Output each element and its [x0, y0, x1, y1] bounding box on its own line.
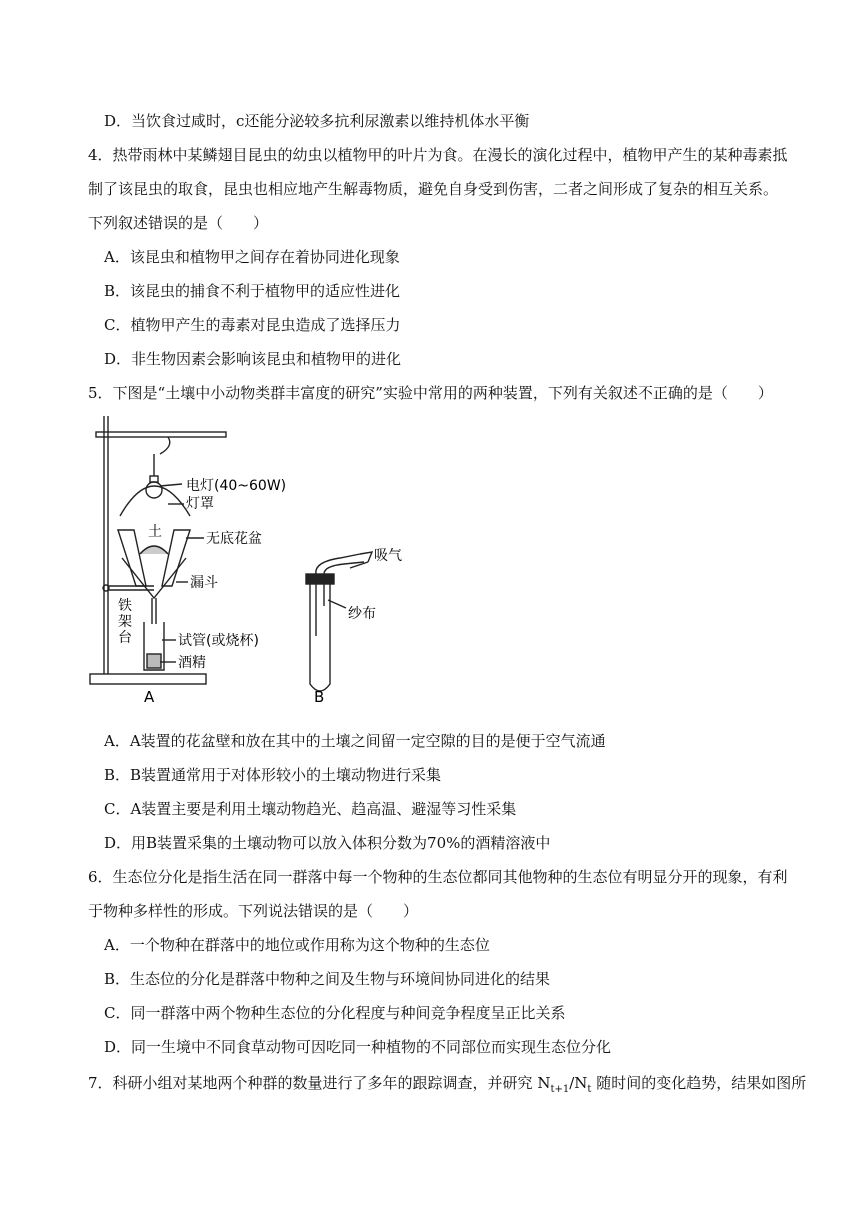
- q5-option-d: D．用B装置采集的土壤动物可以放入体积分数为70%的酒精溶液中: [104, 834, 551, 852]
- q4-option-b: B．该昆虫的捕食不利于植物甲的适应性进化: [104, 282, 401, 300]
- label-stand-2: 架: [118, 614, 132, 630]
- label-funnel: 漏斗: [190, 575, 218, 591]
- q4-option-d: D．非生物因素会影响该昆虫和植物甲的进化: [104, 350, 402, 368]
- q7-sub-t1: t+1: [550, 1084, 570, 1095]
- label-stand-1: 铁: [118, 598, 132, 614]
- q6-stem-line1: 6．生态位分化是指生活在同一群落中每一个物种的生态位都同其他物种的生态位有明显分开的现象，有利: [88, 868, 788, 886]
- soil-fauna-apparatus-figure: [88, 386, 418, 708]
- q3-option-d: D．当饮食过咸时，c还能分泌较多抗利尿激素以维持机体水平衡: [104, 112, 530, 130]
- lamp-bulb: [146, 482, 162, 498]
- tube-b: [310, 582, 330, 691]
- q4-stem-line3: 下列叙述错误的是（ ）: [88, 214, 269, 232]
- q5-option-c: C．A装置主要是利用土壤动物趋光、趋高温、避湿等习性采集: [104, 800, 517, 818]
- q6-stem-line2: 于物种多样性的形成。下列说法错误的是（ ）: [88, 902, 419, 920]
- q5-option-b: B．B装置通常用于对体形较小的土壤动物进行采集: [104, 766, 442, 784]
- stand-base: [90, 674, 206, 684]
- label-soil: 土: [148, 524, 162, 540]
- q7-stem: [88, 1072, 806, 1101]
- q7-text-post: 随时间的变化趋势，结果如图所: [591, 1074, 807, 1092]
- q6-option-a: A．一个物种在群落中的地位或作用称为这个物种的生态位: [104, 936, 490, 954]
- q6-option-c: C．同一群落中两个物种生态位的分化程度与种间竞争程度呈正比关系: [104, 1004, 566, 1022]
- q6-option-b: B．生态位的分化是群落中物种之间及生物与环境间协同进化的结果: [104, 970, 551, 988]
- q6-option-d: D．同一生境中不同食草动物可因吃同一种植物的不同部位而实现生态位分化: [104, 1038, 612, 1056]
- label-stand-3: 台: [118, 630, 132, 646]
- q7-text-pre: 7．科研小组对某地两个种群的数量进行了多年的跟踪调查，并研究 N: [88, 1074, 551, 1092]
- label-gauze: 纱布: [348, 606, 376, 622]
- q5-stem: 5．下图是“土壤中小动物类群丰富度的研究”实验中常用的两种装置，下列有关叙述不正确的是（ ）: [88, 384, 773, 402]
- q7-sub-t: t: [587, 1084, 592, 1095]
- label-apparatus-b: B: [314, 688, 325, 706]
- funnel: [122, 558, 186, 598]
- label-suction: 吸气: [374, 548, 402, 564]
- q4-stem-line2: 制了该昆虫的取食，昆虫也相应地产生解毒物质，避免自身受到伤害，二者之间形成了复杂的相互关系。: [88, 180, 779, 198]
- stopper: [306, 574, 334, 584]
- label-lamp: 电灯(40~60W): [186, 478, 287, 494]
- q7-text-mid: /N: [569, 1074, 588, 1092]
- q4-stem-line1: 4．热带雨林中某鳞翅目昆虫的幼虫以植物甲的叶片为食。在漫长的演化过程中，植物甲产生的某种毒素抵: [88, 146, 788, 164]
- label-shade: 灯罩: [186, 496, 214, 512]
- label-tube: 试管(或烧杯): [178, 633, 259, 649]
- label-apparatus-a: A: [144, 688, 155, 706]
- stand-arm-top: [96, 432, 226, 437]
- q4-option-c: C．植物甲产生的毒素对昆虫造成了选择压力: [104, 316, 401, 334]
- label-pot: 无底花盆: [206, 531, 262, 547]
- q5-option-a: A．A装置的花盆壁和放在其中的土壤之间留一定空隙的目的是便于空气流通: [104, 732, 606, 750]
- label-alcohol: 酒精: [178, 655, 206, 671]
- q4-option-a: A．该昆虫和植物甲之间存在着协同进化现象: [104, 248, 400, 266]
- lamp-shade: [120, 486, 190, 516]
- suction-tube: [316, 554, 360, 574]
